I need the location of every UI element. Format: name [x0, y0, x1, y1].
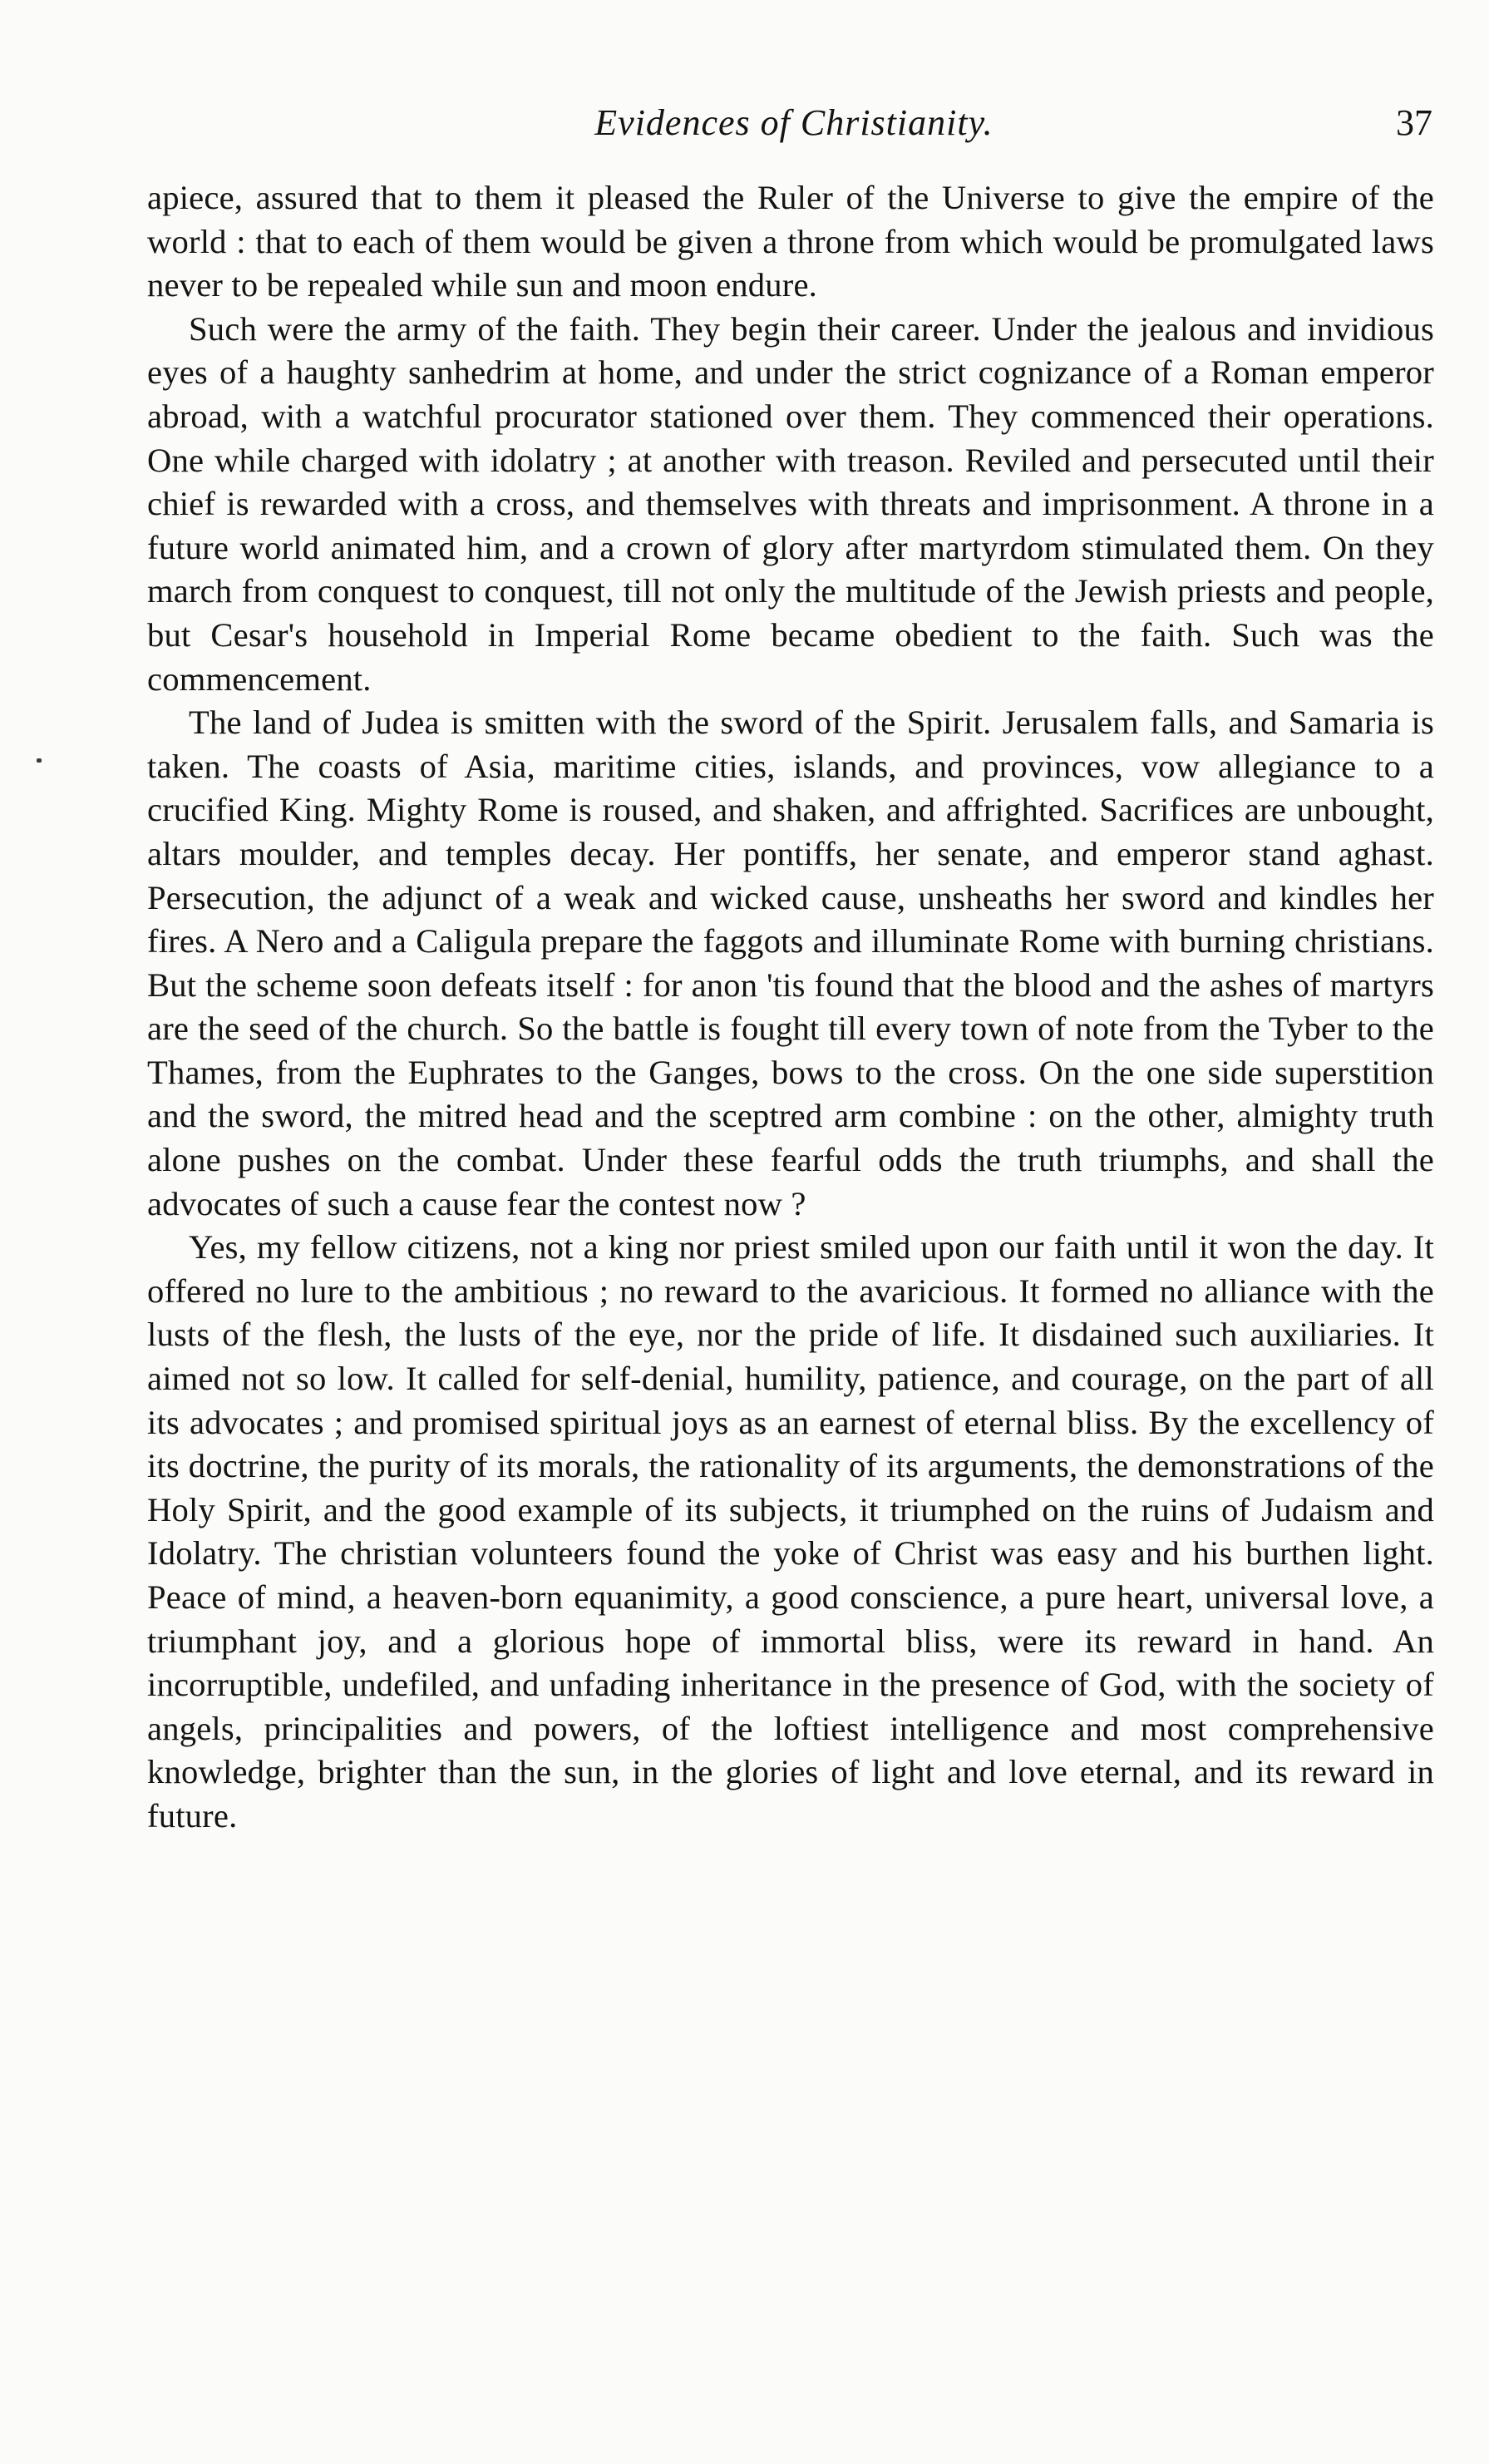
running-title: Evidences of Christianity.: [594, 102, 993, 143]
page-number: 37: [1396, 102, 1432, 143]
paragraph-continuation: apiece, assured that to them it pleased the Ruler of the Universe to give the empire of the world : that to each of them would be given a throne from which would be promulgated laws never to be repealed while sun and moon endure.: [147, 179, 1434, 304]
paragraph-fellow-citizens: Yes, my fellow citizens, not a king nor priest smiled upon our faith until it won the day. It offered no lure to the ambitious ; no reward to the avaricious. It formed no alliance with the lusts of the flesh, the lusts of the eye, nor the pride of life. It disdained such auxiliaries. It aimed not so low. It called for self-denial, humility, patience, and courage, on the part of all its advocates ; and promised spiritual joys as an earnest of eternal bliss. By the excellency of its doctrine, the purity of its morals, the rationality of its arguments, the demonstrations of the Holy Spirit, and the good example of its subjects, it triumphed on the ruins of Judaism and Idolatry. The christian volunteers found the yoke of Christ was easy and his burthen light. Peace of mind, a heaven-born equanimity, a good conscience, a pure heart, universal love, a triumphant joy, and a glorious hope of immortal bliss, were its reward in hand. An incorruptible, undefiled, and unfading inheritance in the presence of God, with the society of angels, principalities and powers, of the loftiest intelligence and most comprehensive knowledge, brighter than the sun, in the glories of light and love eternal, and its reward in future.: [147, 1228, 1434, 1834]
paragraph-army-of-faith: Such were the army of the faith. They begin their career. Under the jealous and invidious eyes of a haughty sanhedrim at home, and under the strict cognizance of a Roman emperor abroad, with a watchful procurator stationed over them. They commenced their operations. One while charged with idolatry ; at another with treason. Reviled and persecuted until their chief is rewarded with a cross, and themselves with threats and imprisonment. A throne in a future world animated him, and a crown of glory after martyrdom stimulated them. On they march from conquest to conquest, till not only the multitude of the Jewish priests and people, but Cesar's household in Imperial Rome became obedient to the faith. Such was the commencement.: [147, 309, 1434, 698]
margin-speck: [37, 758, 42, 763]
running-head: [154, 98, 1434, 148]
paragraph-judea: The land of Judea is smitten with the sword of the Spirit. Jerusalem falls, and Samaria is taken. The coasts of Asia, maritime cities, islands, and provinces, vow allegiance to a crucified King. Mighty Rome is roused, and shaken, and affrighted. Sacrifices are unbought, altars moulder, and temples decay. Her pontiffs, her senate, and emperor stand aghast. Persecution, the adjunct of a weak and wicked cause, unsheaths her sword and kindles her fires. A Nero and a Caligula prepare the faggots and illuminate Rome with burning christians. But the scheme soon defeats itself : for anon 'tis found that the blood and the ashes of martyrs are the seed of the church. So the battle is fought till every town of note from the Tyber to the Thames, from the Euphrates to the Ganges, bows to the cross. On the one side superstition and the sword, the mitred head and the sceptred arm combine : on the other, almighty truth alone pushes on the combat. Under these fearful odds the truth triumphs, and shall the advocates of such a cause fear the contest now ?: [147, 704, 1434, 1222]
body-text: [147, 176, 1434, 1839]
